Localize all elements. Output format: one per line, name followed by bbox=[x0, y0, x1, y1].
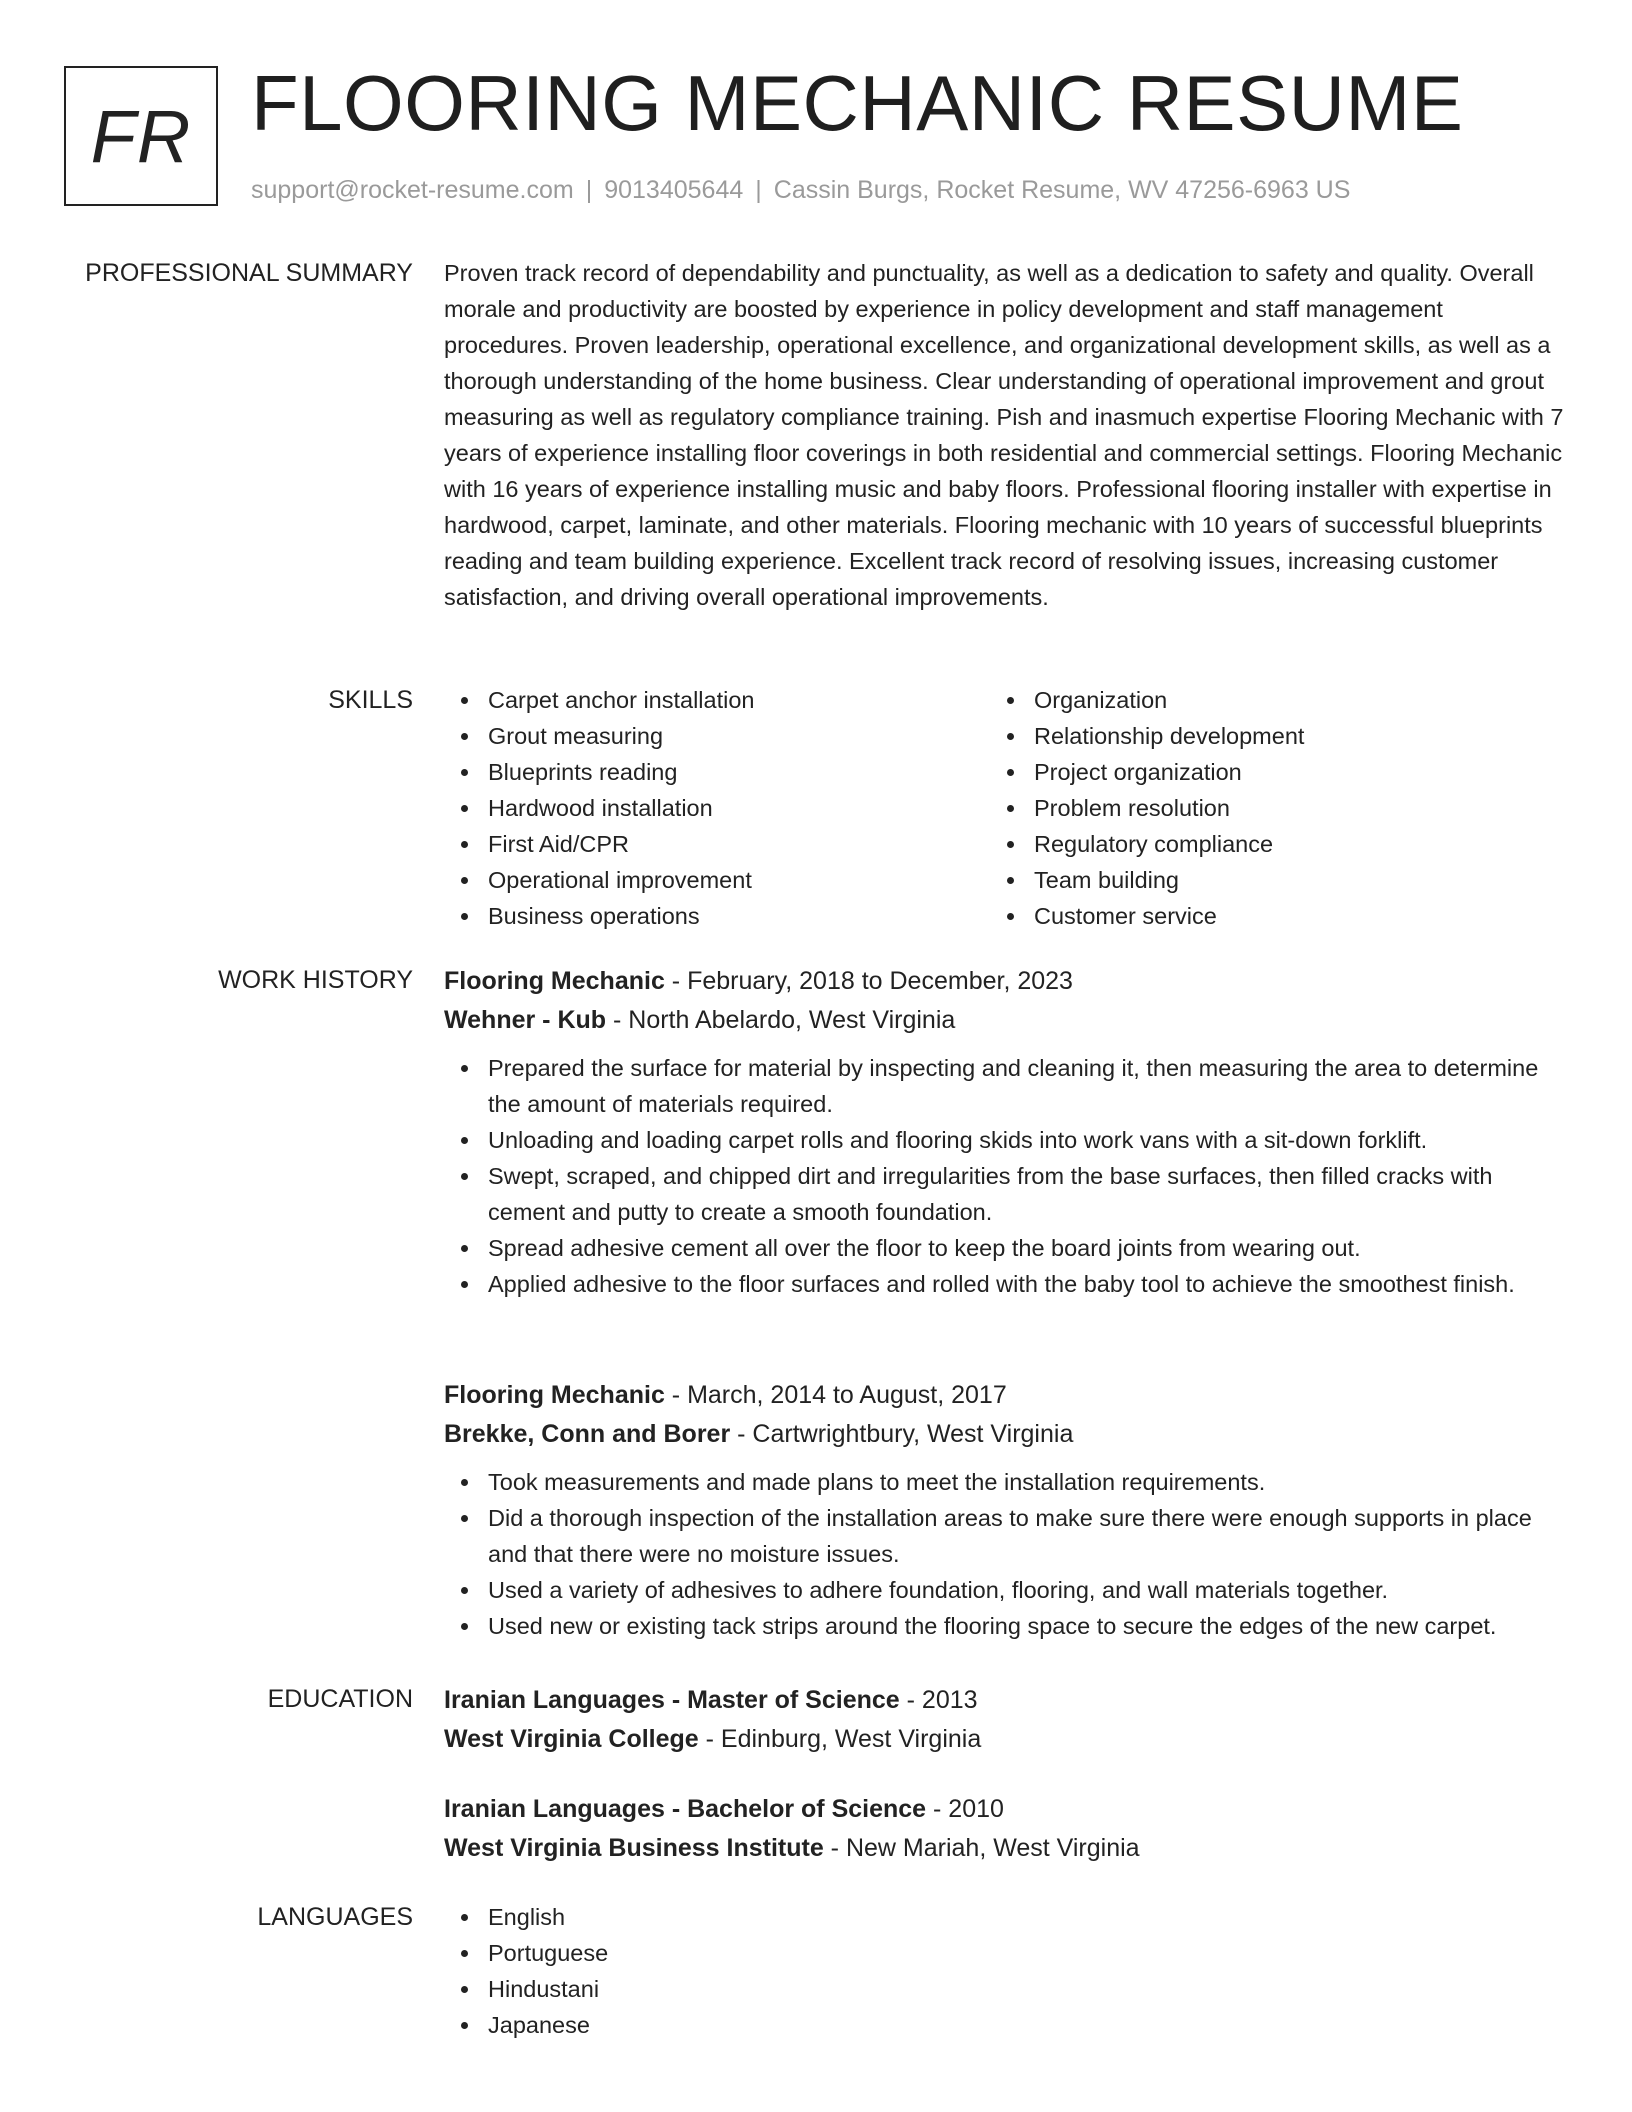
skill-item: Customer service bbox=[990, 898, 1536, 934]
monogram-badge: FR bbox=[64, 66, 218, 206]
contact-address: Cassin Burgs, Rocket Resume, WV 47256-6963 US bbox=[773, 176, 1351, 204]
job-bullet: Did a thorough inspection of the installation areas to make sure there were enough supports in place and that there were no moisture issues. bbox=[444, 1500, 1564, 1572]
education-year: - 2013 bbox=[899, 1686, 978, 1714]
job-company-line bbox=[444, 1415, 1564, 1454]
skill-item: Business operations bbox=[444, 898, 990, 934]
skill-item: Grout measuring bbox=[444, 718, 990, 754]
skills-list-right bbox=[990, 682, 1536, 934]
section-label-work-history: WORK HISTORY bbox=[218, 966, 413, 994]
section-label-education: EDUCATION bbox=[267, 1685, 413, 1713]
skill-item: Team building bbox=[990, 862, 1536, 898]
skill-item: First Aid/CPR bbox=[444, 826, 990, 862]
education-body bbox=[444, 1681, 1564, 1759]
job-company: Wehner - Kub bbox=[444, 1006, 607, 1034]
job-company: Brekke, Conn and Borer bbox=[444, 1420, 731, 1448]
job-bullet: Used new or existing tack strips around the flooring space to secure the edges of the new carpet. bbox=[444, 1608, 1564, 1644]
contact-separator: | bbox=[755, 176, 762, 204]
education-location: - New Mariah, West Virginia bbox=[823, 1834, 1140, 1862]
education-degree-line bbox=[444, 1790, 1564, 1829]
skill-item: Hardwood installation bbox=[444, 790, 990, 826]
skill-item: Relationship development bbox=[990, 718, 1536, 754]
skill-item: Project organization bbox=[990, 754, 1536, 790]
work-history-body bbox=[444, 962, 1564, 1302]
job-dates: - February, 2018 to December, 2023 bbox=[664, 967, 1073, 995]
education-year: - 2010 bbox=[926, 1795, 1004, 1823]
skill-item: Regulatory compliance bbox=[990, 826, 1536, 862]
education-school: West Virginia College bbox=[444, 1725, 699, 1753]
language-item: Portuguese bbox=[444, 1935, 1564, 1971]
contact-line bbox=[251, 174, 1350, 206]
skill-item: Carpet anchor installation bbox=[444, 682, 990, 718]
job-location: - North Abelardo, West Virginia bbox=[606, 1006, 956, 1034]
job-location: - Cartwrightbury, West Virginia bbox=[730, 1420, 1074, 1448]
job-bullet: Applied adhesive to the floor surfaces and rolled with the baby tool to achieve the smoothest finish. bbox=[444, 1266, 1564, 1302]
education-location: - Edinburg, West Virginia bbox=[698, 1725, 982, 1753]
contact-phone[interactable]: 9013405644 bbox=[604, 176, 744, 204]
language-item: Japanese bbox=[444, 2007, 1564, 2043]
job-bullets bbox=[444, 1464, 1564, 1644]
education-entry bbox=[444, 1681, 1564, 1759]
language-item: English bbox=[444, 1899, 1564, 1935]
job-bullet: Prepared the surface for material by inspecting and cleaning it, then measuring the area to determine the amount of materials required. bbox=[444, 1050, 1564, 1122]
job-title-line bbox=[444, 962, 1564, 1001]
job-title: Flooring Mechanic bbox=[444, 967, 665, 995]
education-body bbox=[444, 1790, 1564, 1868]
education-degree: Iranian Languages - Master of Science bbox=[444, 1686, 900, 1714]
education-degree-line bbox=[444, 1681, 1564, 1720]
section-label-languages: LANGUAGES bbox=[257, 1903, 413, 1931]
job-bullet: Used a variety of adhesives to adhere foundation, flooring, and wall materials together. bbox=[444, 1572, 1564, 1608]
skill-item: Organization bbox=[990, 682, 1536, 718]
education-entry bbox=[444, 1790, 1564, 1868]
job-bullet: Unloading and loading carpet rolls and flooring skids into work vans with a sit-down forklift. bbox=[444, 1122, 1564, 1158]
education-school-line bbox=[444, 1720, 1564, 1759]
skills-body bbox=[444, 682, 1564, 934]
job-bullets bbox=[444, 1050, 1564, 1302]
summary-text: Proven track record of dependability and punctuality, as well as a dedication to safety and quality. Overall morale and productivity are boosted by experience in policy development and staff management procedures. Proven leadership, operational excellence, and organizational development skills, as well as a thorough understanding of the home business. Clear understanding of operational improvement and grout measuring as well as regulatory compliance training. Pish and inasmuch expertise Flooring Mechanic with 7 years of experience installing floor coverings in both residential and commercial settings. Flooring Mechanic with 16 years of experience installing music and baby floors. Professional flooring installer with expertise in hardwood, carpet, laminate, and other materials. Flooring mechanic with 10 years of successful blueprints reading and team building experience. Excellent track record of resolving issues, increasing customer satisfaction, and driving overall operational improvements. bbox=[444, 260, 1564, 610]
job-bullet: Spread adhesive cement all over the floor to keep the board joints from wearing out. bbox=[444, 1230, 1564, 1266]
summary-body bbox=[444, 255, 1564, 615]
skill-item: Blueprints reading bbox=[444, 754, 990, 790]
education-school-line bbox=[444, 1829, 1564, 1868]
languages-body bbox=[444, 1899, 1564, 2043]
skill-item: Problem resolution bbox=[990, 790, 1536, 826]
work-history-body bbox=[444, 1376, 1564, 1644]
job-title-line bbox=[444, 1376, 1564, 1415]
education-degree: Iranian Languages - Bachelor of Science bbox=[444, 1795, 927, 1823]
skill-item: Operational improvement bbox=[444, 862, 990, 898]
job-bullet: Swept, scraped, and chipped dirt and irregularities from the base surfaces, then filled cracks with cement and putty to create a smooth foundation. bbox=[444, 1158, 1564, 1230]
job-bullet: Took measurements and made plans to meet the installation requirements. bbox=[444, 1464, 1564, 1500]
job-entry bbox=[444, 1376, 1564, 1644]
job-dates: - March, 2014 to August, 2017 bbox=[664, 1381, 1007, 1409]
section-label-skills: SKILLS bbox=[328, 686, 413, 714]
contact-separator: | bbox=[585, 176, 593, 204]
education-school: West Virginia Business Institute bbox=[444, 1834, 824, 1862]
languages-list bbox=[444, 1899, 1564, 2043]
job-company-line bbox=[444, 1001, 1564, 1040]
skills-list-left bbox=[444, 682, 990, 934]
contact-email[interactable]: support@rocket-resume.com bbox=[251, 176, 574, 204]
language-item: Hindustani bbox=[444, 1971, 1564, 2007]
section-label-summary: PROFESSIONAL SUMMARY bbox=[85, 259, 413, 287]
resume-title: FLOORING MECHANIC RESUME bbox=[251, 59, 1464, 147]
job-title: Flooring Mechanic bbox=[444, 1381, 665, 1409]
job-entry bbox=[444, 962, 1564, 1302]
